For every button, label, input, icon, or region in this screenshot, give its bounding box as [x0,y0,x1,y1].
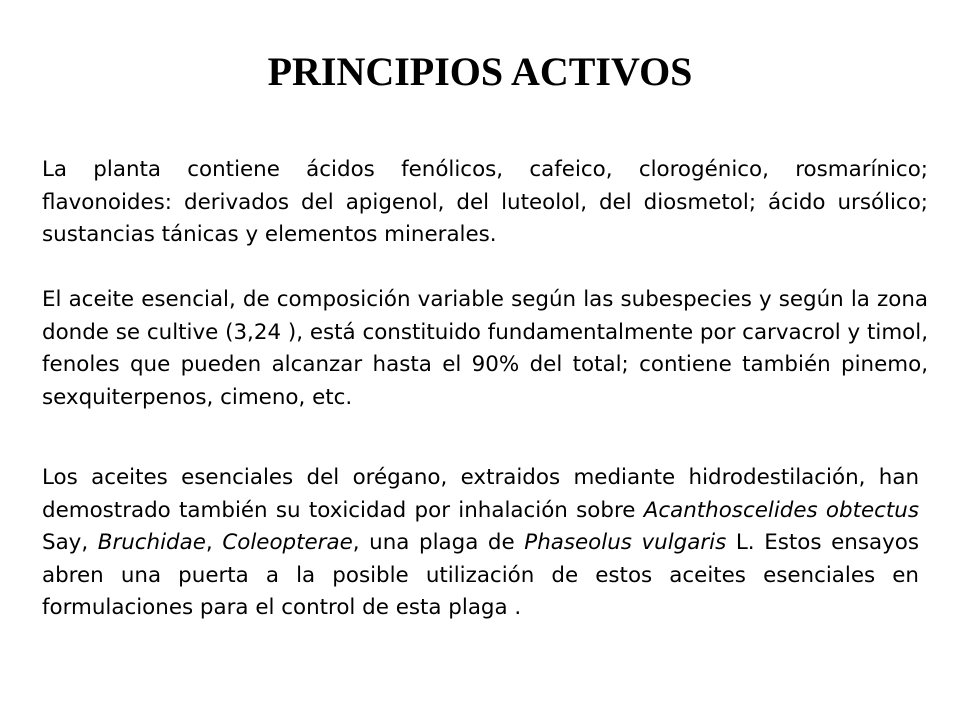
paragraph-composition: La planta contiene ácidos fenólicos, cafeico, clorogénico, rosmarínico; flavonoides: derivados del apigenol, del luteolol, del diosmetol; ácido ursólico; sustancias tánicas y elementos minerales. [42,157,928,247]
paragraph-text-part: Say, [42,530,98,555]
order-name: Coleopterae [222,530,353,555]
page-title: PRINCIPIOS ACTIVOS [267,49,693,94]
paragraph-text-part: , una plaga de [352,530,525,555]
species-name: Phaseolus vulgaris [524,530,727,555]
paragraph-text-part: Los aceites esenciales del orégano, extraidos mediante hidrodestilación, han demostrado también su toxicidad por inhalación sobre [42,465,919,523]
paragraph-essential-oil: El aceite esencial, de composición variable según las subespecies y según la zona donde se cultive (3,24 ), está constituido fundamentalmente por carvacrol y timol, fenoles que pueden alcanzar hasta el 90% del total; contiene también pinemo, sexquiterpenos, cimeno, etc. [42,287,928,410]
paragraph-text-part: , [205,530,223,555]
species-name: Acanthoscelides obtectus [643,497,919,523]
paragraph-toxicity [42,462,919,625]
family-name: Bruchidae [97,530,206,555]
paragraph-text-part: L. Estos ensayos abren una puerta a la posible utilización de estos aceites esenciales en formulaciones para el control de esta plaga . [42,530,919,620]
